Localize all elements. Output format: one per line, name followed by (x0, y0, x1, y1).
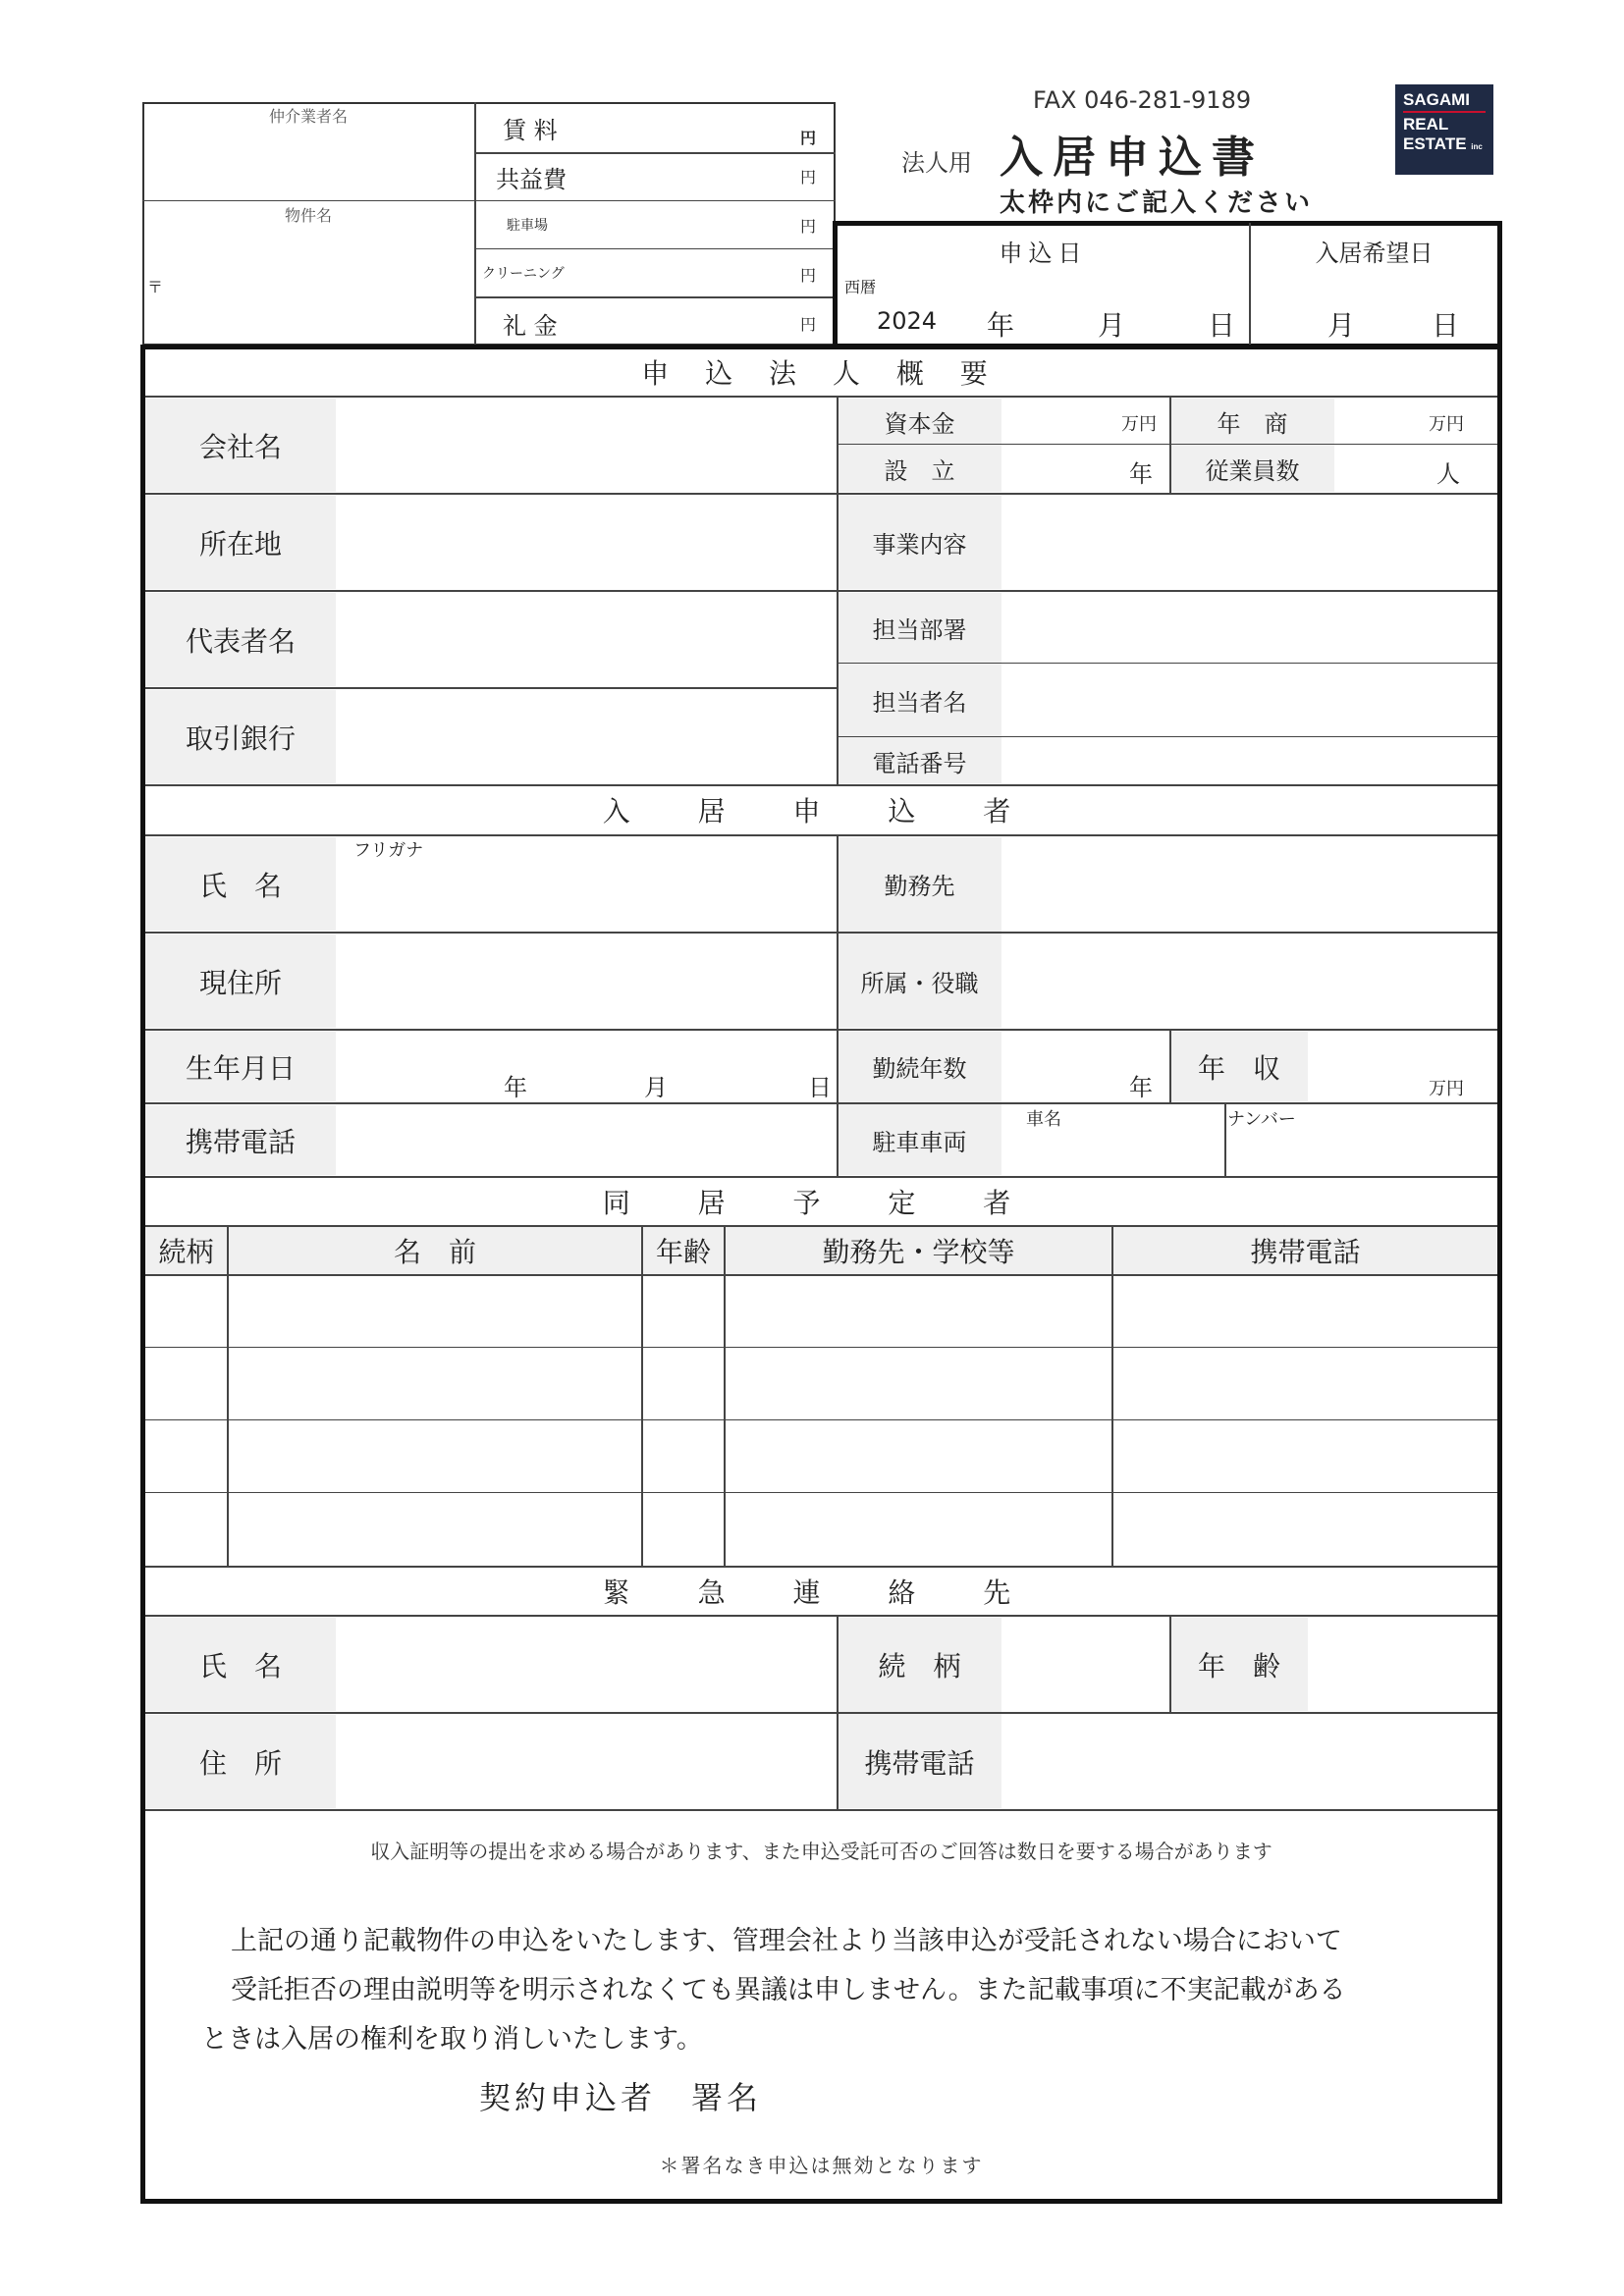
emergency-relation-label: 続 柄 (878, 1649, 961, 1682)
mobile-field[interactable] (339, 1105, 835, 1175)
mobile-label: 携帯電話 (185, 1125, 296, 1158)
birth-day-unit: 日 (808, 1074, 832, 1101)
emergency-address-field[interactable] (339, 1715, 835, 1808)
contact-person-label: 担当者名 (872, 688, 967, 717)
birth-year-unit: 年 (504, 1074, 527, 1101)
property-name-label: 物件名 (284, 206, 332, 225)
table-row[interactable] (145, 1494, 1497, 1566)
contact-person-field[interactable] (1003, 665, 1494, 735)
emergency-address-label: 住 所 (198, 1746, 282, 1780)
corporate-section-title: 申 込 法 人 概 要 (641, 357, 1001, 390)
parking-vehicle-label: 駐車車両 (872, 1129, 967, 1156)
emergency-name-label: 氏 名 (198, 1649, 282, 1682)
parking-unit: 円 (800, 217, 817, 236)
signature-field[interactable] (785, 2066, 1473, 2125)
logo-line-2: REAL (1403, 115, 1449, 133)
broker-name-label: 仲介業者名 (268, 107, 348, 126)
table-row[interactable] (145, 1421, 1497, 1492)
emergency-age-field[interactable] (1310, 1618, 1494, 1711)
emergency-mobile-label: 携帯電話 (864, 1746, 975, 1780)
parking-label: 駐車場 (507, 218, 548, 234)
cleaning-label: クリーニング (482, 266, 565, 282)
company-address-field[interactable] (339, 496, 835, 589)
rent-unit: 円 (800, 129, 817, 147)
statement-line-3: ときは入居の権利を取り消しいたします。 (201, 2024, 703, 2055)
cleaning-unit: 円 (800, 266, 817, 285)
resident-name-field[interactable] (339, 860, 835, 931)
representative-label: 代表者名 (185, 624, 296, 658)
move-in-date-label: 入居希望日 (1315, 240, 1434, 267)
established-label: 設 立 (884, 457, 955, 485)
years-employed-label: 勤続年数 (872, 1055, 967, 1083)
emergency-relation-field[interactable] (1003, 1618, 1168, 1711)
position-field[interactable] (1003, 934, 1494, 1028)
bank-field[interactable] (339, 690, 835, 783)
emergency-name-field[interactable] (339, 1618, 835, 1711)
instruction-text: 太枠内にご記入ください (1000, 188, 1314, 218)
common-fee-unit: 円 (800, 168, 817, 187)
department-field[interactable] (1003, 593, 1494, 662)
column-age: 年齢 (655, 1236, 711, 1268)
move-in-day-unit: 日 (1432, 309, 1460, 342)
corporate-use-label: 法人用 (901, 149, 972, 177)
position-label: 所属・役職 (860, 970, 979, 997)
plate-number-label: ナンバー (1227, 1109, 1296, 1130)
representative-field[interactable] (339, 593, 835, 686)
signature-label: 契約申込者 署名 (479, 2079, 763, 2116)
emergency-mobile-field[interactable] (1003, 1715, 1494, 1808)
business-field[interactable] (1003, 496, 1494, 589)
rent-label: 賃 料 (503, 117, 558, 144)
birth-month-unit: 月 (644, 1074, 668, 1101)
logo-small-text: inc (1471, 142, 1483, 151)
logo-line-1: SAGAMI (1403, 90, 1470, 109)
resident-section-title: 入 居 申 込 者 (602, 795, 1041, 828)
era-label: 西暦 (844, 278, 877, 296)
current-address-field[interactable] (339, 934, 835, 1028)
emergency-section-title: 緊 急 連 絡 先 (602, 1576, 1041, 1609)
broker-name-field[interactable] (147, 128, 469, 196)
established-unit: 年 (1129, 460, 1153, 488)
month-unit: 月 (1098, 309, 1126, 342)
company-name-label: 会社名 (198, 430, 282, 463)
furigana-label: フリガナ (353, 840, 424, 861)
cohabitants-section-title: 同 居 予 定 者 (602, 1187, 1041, 1219)
statement-line-2: 受託拒否の理由説明等を明示されなくても異議は申しません。また記載事項に不実記載がある (231, 1975, 1346, 2005)
employees-label: 従業員数 (1205, 457, 1300, 485)
annual-sales-unit: 万円 (1429, 414, 1464, 435)
capital-unit: 万円 (1121, 414, 1157, 435)
logo-line-3: ESTATE (1403, 134, 1467, 153)
annual-income-label: 年 収 (1197, 1051, 1280, 1085)
day-unit: 日 (1208, 309, 1236, 342)
birthdate-label: 生年月日 (185, 1051, 296, 1085)
phone-label: 電話番号 (872, 749, 967, 777)
employees-unit: 人 (1436, 460, 1460, 488)
years-employed-unit: 年 (1129, 1074, 1153, 1101)
move-in-month-unit: 月 (1327, 309, 1356, 342)
company-address-label: 所在地 (198, 527, 282, 561)
bank-label: 取引銀行 (185, 721, 296, 755)
signature-note: ＊署名なき申込は無効となります (659, 2154, 984, 2177)
table-row[interactable] (145, 1349, 1497, 1419)
column-name: 名 前 (393, 1236, 476, 1268)
income-proof-notice: 収入証明等の提出を求める場合があります、また申込受託可否のご回答は数日を要する場合があります (370, 1840, 1272, 1863)
phone-field[interactable] (1003, 738, 1494, 783)
annual-sales-label: 年 商 (1217, 409, 1288, 438)
key-money-label: 礼 金 (503, 312, 558, 340)
annual-income-unit: 万円 (1429, 1079, 1464, 1099)
emergency-age-label: 年 齢 (1197, 1649, 1280, 1682)
column-mobile: 携帯電話 (1250, 1236, 1361, 1268)
application-year[interactable]: 2024 (877, 307, 938, 335)
form-title: 入居申込書 (1000, 133, 1265, 183)
resident-name-label: 氏 名 (198, 869, 282, 902)
business-label: 事業内容 (872, 531, 967, 559)
workplace-field[interactable] (1003, 837, 1494, 931)
car-name-label: 車名 (1026, 1109, 1061, 1130)
department-label: 担当部署 (872, 615, 967, 644)
column-workplace-school: 勤務先・学校等 (822, 1236, 1015, 1268)
company-logo (1395, 84, 1493, 175)
property-name-field[interactable] (147, 226, 469, 342)
postal-mark: 〒 (147, 278, 164, 296)
column-relation: 続柄 (158, 1236, 214, 1268)
statement-line-1: 上記の通り記載物件の申込をいたします、管理会社より当該申込が受託されない場合において (231, 1926, 1342, 1956)
table-row[interactable] (145, 1276, 1497, 1347)
company-name-field[interactable] (339, 399, 835, 492)
current-address-label: 現住所 (198, 966, 282, 999)
capital-label: 資本金 (884, 409, 955, 438)
common-fee-label: 共益費 (496, 166, 567, 193)
fax-number: FAX 046-281-9189 (1033, 86, 1252, 114)
application-date-label: 申込日 (999, 240, 1088, 267)
key-money-unit: 円 (800, 315, 817, 334)
workplace-label: 勤務先 (884, 873, 955, 900)
year-unit: 年 (987, 309, 1015, 342)
